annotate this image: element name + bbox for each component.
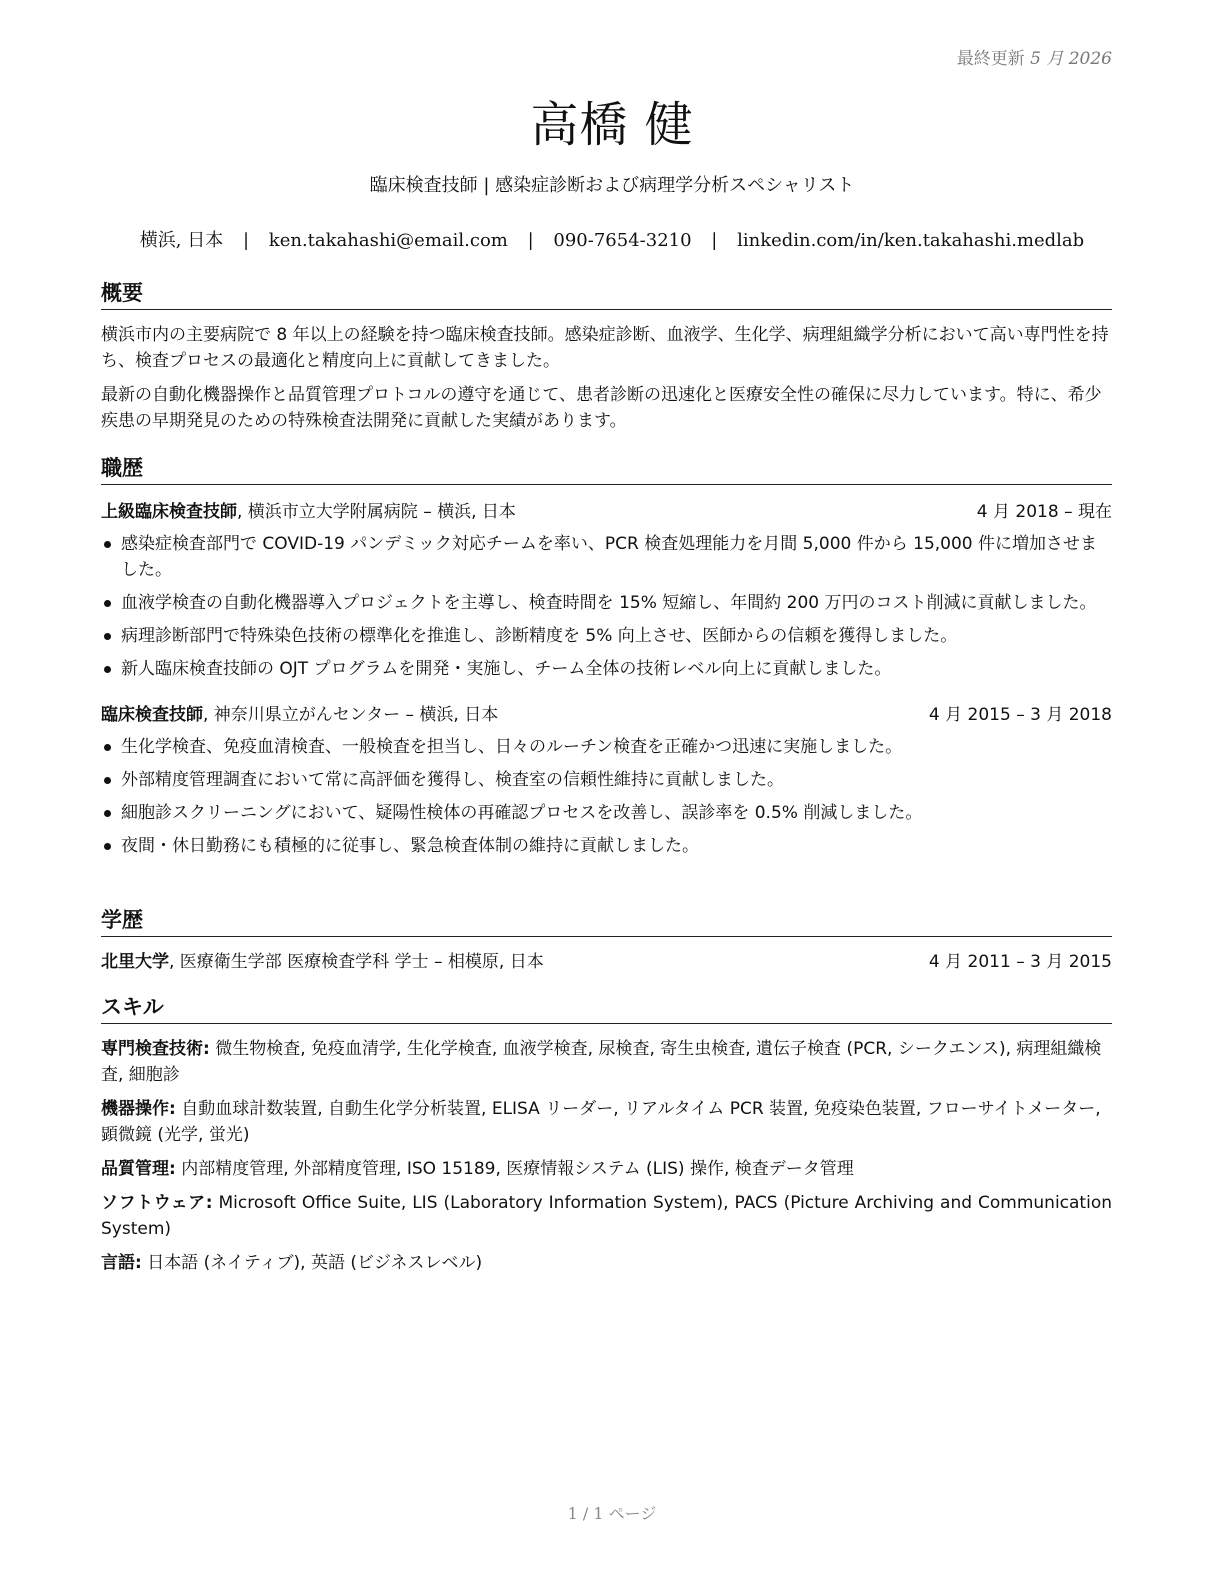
skill-item <box>101 1190 1112 1242</box>
job-bullet: 感染症検査部門で COVID-19 パンデミック対応チームを率い、PCR 検査処理能力を月間 5,000 件から 15,000 件に増加させました。 <box>101 531 1112 583</box>
skill-label: 専門検査技術: <box>101 1039 210 1059</box>
skill-item <box>101 1096 1112 1148</box>
summary-paragraph: 横浜市内の主要病院で 8 年以上の経験を持つ臨床検査技師。感染症診断、血液学、生化学、病理組織学分析において高い専門性を持ち、検査プロセスの最適化と精度向上に貢献してきました。 <box>101 325 1109 371</box>
job-bullets <box>101 531 1112 682</box>
skill-item <box>101 1250 1112 1276</box>
job-bullet: 病理診断部門で特殊染色技術の標準化を推進し、診断精度を 5% 向上させ、医師からの信頼を獲得しました。 <box>101 623 1112 649</box>
skill-value: 日本語 (ネイティブ), 英語 (ビジネスレベル) <box>141 1253 483 1273</box>
job-bullet: 細胞診スクリーニングにおいて、疑陽性検体の再確認プロセスを改善し、誤診率を 0.5% 削減しました。 <box>101 800 1112 826</box>
job-dates: 4 月 2018 – 現在 <box>976 502 1112 522</box>
candidate-headline: 臨床検査技師 | 感染症診断および病理学分析スペシャリスト <box>369 175 855 196</box>
skill-value: 内部精度管理, 外部精度管理, ISO 15189, 医療情報システム (LIS) 操作, 検査データ管理 <box>175 1159 854 1179</box>
job-entry <box>101 702 1112 859</box>
candidate-name: 高橋 健 <box>530 97 694 153</box>
education-school: 北里大学 <box>101 952 169 972</box>
section-title-education: 学歴 <box>101 904 1112 937</box>
job-header <box>101 702 1112 728</box>
summary-paragraph: 最新の自動化機器操作と品質管理プロトコルの遵守を通じて、患者診断の迅速化と医療安全性の確保に尽力しています。特に、希少疾患の早期発見のための特殊検査法開発に貢献した実績があります。 <box>101 385 1102 431</box>
job-bullet: 血液学検査の自動化機器導入プロジェクトを主導し、検査時間を 15% 短縮し、年間約 200 万円のコスト削減に貢献しました。 <box>101 590 1112 616</box>
skill-item <box>101 1156 1112 1182</box>
section-title-experience: 職歴 <box>101 452 1112 485</box>
skills-list <box>101 1036 1112 1276</box>
contact-separator: | <box>527 230 534 251</box>
education-entry <box>101 949 1112 975</box>
education-section <box>101 904 1112 975</box>
contact-location: 横浜, 日本 <box>139 230 224 251</box>
contact-linkedin[interactable]: linkedin.com/in/ken.takahashi.medlab <box>737 230 1085 251</box>
summary-section <box>101 277 1112 434</box>
contact-email[interactable]: ken.takahashi@email.com <box>268 230 508 251</box>
job-entry <box>101 499 1112 682</box>
job-bullet: 新人臨床検査技師の OJT プログラムを開発・実施し、チーム全体の技術レベル向上に貢献しました。 <box>101 656 1112 682</box>
last-updated-prefix: 最終更新 <box>956 49 1025 69</box>
job-bullet: 外部精度管理調査において常に高評価を獲得し、検査室の信頼性維持に貢献しました。 <box>101 767 1112 793</box>
contact-phone[interactable]: 090-7654-3210 <box>553 230 692 251</box>
job-org: , 神奈川県立がんセンター – 横浜, 日本 <box>203 705 499 725</box>
last-updated <box>957 44 1112 69</box>
job-bullets <box>101 734 1112 859</box>
skill-item <box>101 1036 1112 1088</box>
section-title-summary: 概要 <box>101 277 1112 310</box>
contact-line <box>0 226 1224 252</box>
experience-section <box>101 452 1112 866</box>
contact-separator: | <box>711 230 718 251</box>
job-role: 上級臨床検査技師 <box>101 502 237 522</box>
education-dates: 4 月 2011 – 3 月 2015 <box>928 952 1112 972</box>
page-number: 1 / 1 ページ <box>567 1504 657 1523</box>
skill-label: 言語: <box>101 1253 142 1273</box>
skill-value: 微生物検査, 免疫血清学, 生化学検査, 血液学検査, 尿検査, 寄生虫検査, 遺伝子検査 (PCR, シークエンス), 病理組織検査, 細胞診 <box>101 1039 1102 1085</box>
skills-section <box>101 991 1112 1284</box>
contact-separator: | <box>242 230 250 251</box>
skill-label: ソフトウェア: <box>101 1193 213 1213</box>
skill-label: 品質管理: <box>101 1159 176 1179</box>
job-header <box>101 499 1112 525</box>
job-dates: 4 月 2015 – 3 月 2018 <box>928 705 1112 725</box>
job-org: , 横浜市立大学附属病院 – 横浜, 日本 <box>237 502 516 522</box>
skill-value: 自動血球計数装置, 自動生化学分析装置, ELISA リーダー, リアルタイム PCR 装置, 免疫染色装置, フローサイトメーター, 顕微鏡 (光学, 蛍光) <box>101 1099 1101 1145</box>
skill-value: Microsoft Office Suite, LIS (Laboratory Information System), PACS (Picture Archiving and Communication System) <box>101 1193 1112 1239</box>
section-title-skills: スキル <box>101 991 1112 1024</box>
job-bullet: 生化学検査、免疫血清検査、一般検査を担当し、日々のルーチン検査を正確かつ迅速に実施しました。 <box>101 734 1112 760</box>
job-bullet: 夜間・休日勤務にも積極的に従事し、緊急検査体制の維持に貢献しました。 <box>101 833 1112 859</box>
education-detail: , 医療衛生学部 医療検査学科 学士 – 相模原, 日本 <box>169 952 544 972</box>
skill-label: 機器操作: <box>101 1099 176 1119</box>
job-role: 臨床検査技師 <box>101 705 203 725</box>
last-updated-date: 5 月 2026 <box>1030 49 1112 69</box>
